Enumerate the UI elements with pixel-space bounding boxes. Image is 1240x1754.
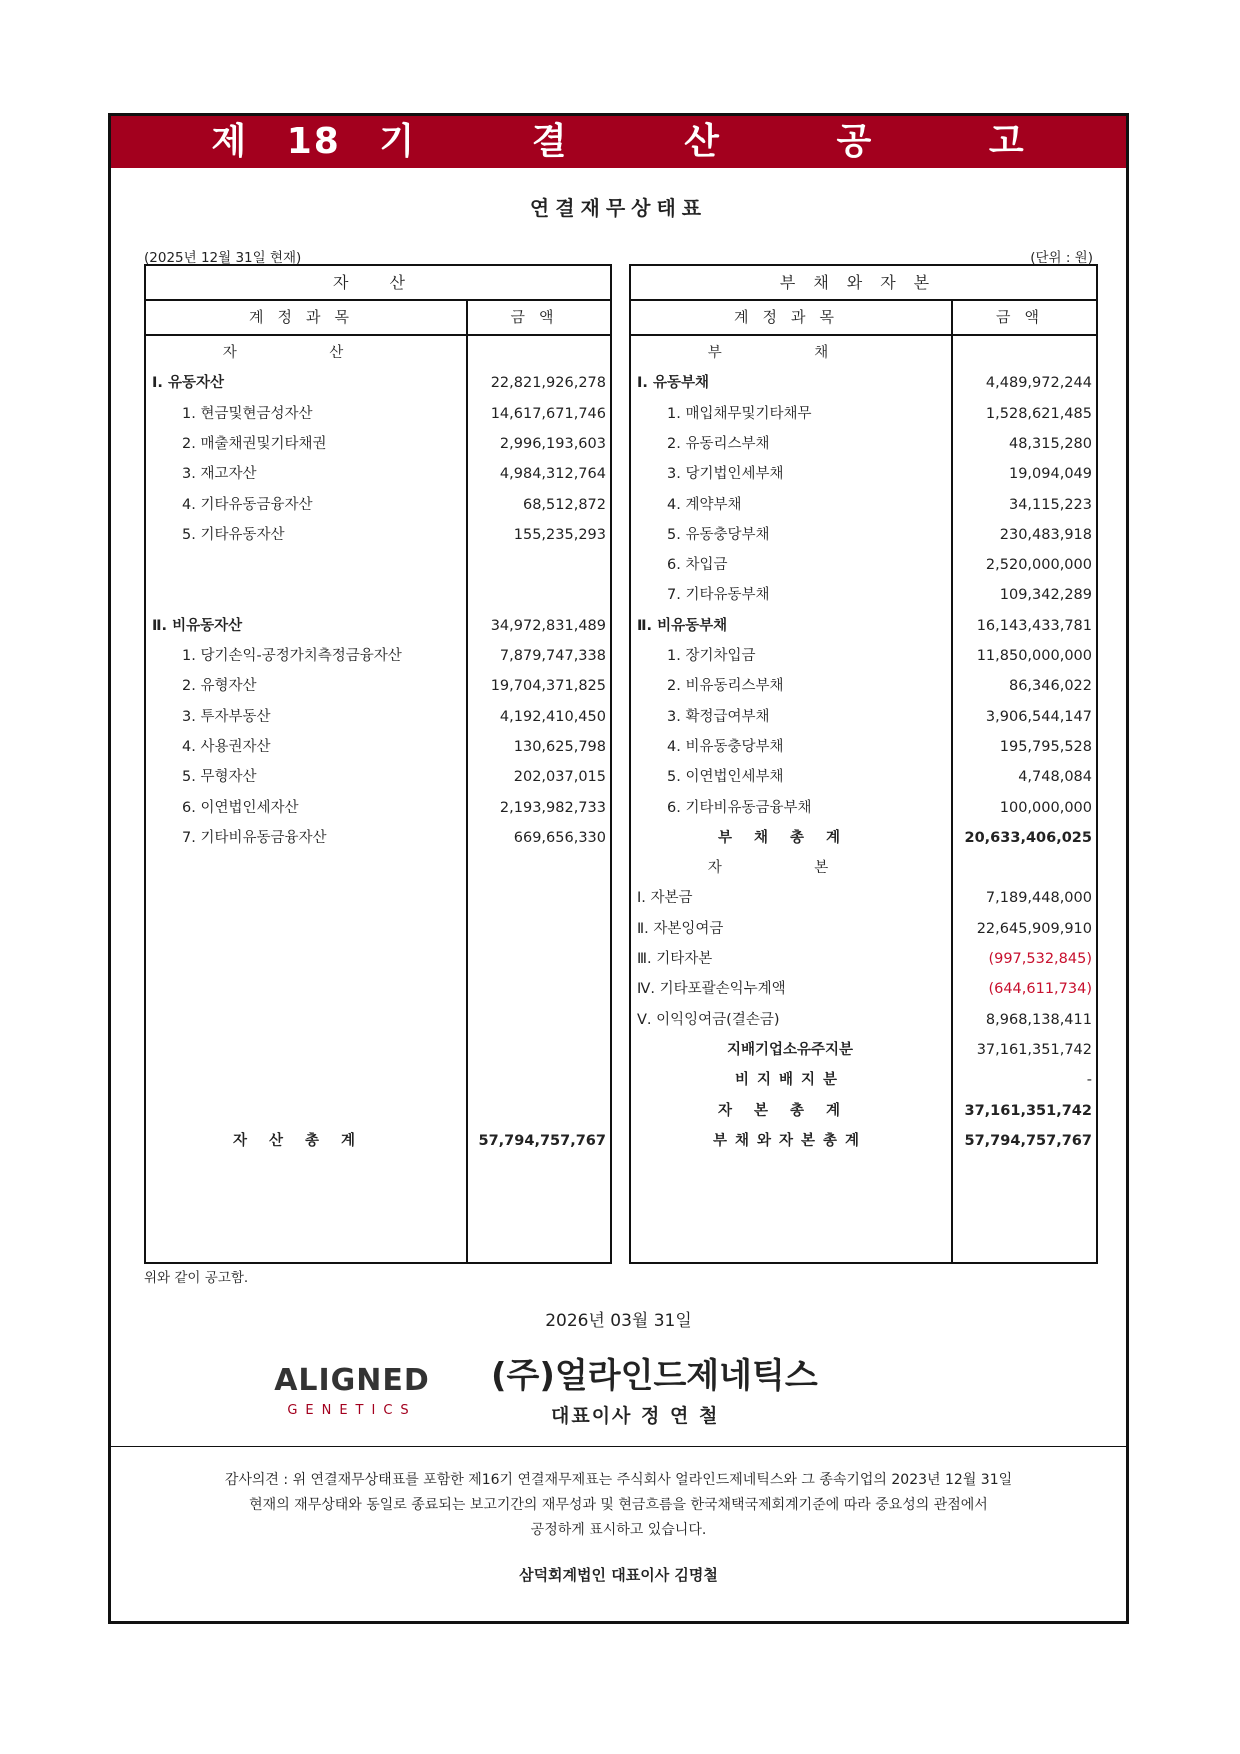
- account-label: Ⅱ. 비유동부채: [637, 617, 728, 634]
- svg-text:ALIGNED: ALIGNED: [274, 1363, 430, 1398]
- company-name: (주)얼라인드제네틱스: [491, 1356, 818, 1396]
- total-row: [146, 1124, 610, 1158]
- account-amount: 7,879,747,338: [499, 648, 606, 664]
- account-label: 3. 확정급여부채: [667, 708, 770, 725]
- assets-body: [146, 334, 610, 1262]
- table-row: [631, 457, 1096, 491]
- table-row: [631, 366, 1096, 400]
- account-amount: 100,000,000: [999, 799, 1092, 816]
- unit-label: (단위 : 원): [1030, 250, 1093, 266]
- table-row: [631, 639, 1096, 673]
- table-row: [631, 336, 1096, 370]
- account-amount: 19,094,049: [1008, 466, 1092, 483]
- account-amount: 4,748,084: [1018, 769, 1092, 786]
- table-row: [631, 760, 1096, 794]
- account-label: 4. 기타유동금융자산: [182, 496, 313, 513]
- table-row: [146, 821, 610, 855]
- audit-line: 공정하게 표시하고 있습니다.: [530, 1522, 707, 1538]
- table-row: [146, 760, 610, 794]
- total-row: [631, 1124, 1096, 1158]
- account-amount: 11,850,000,000: [976, 648, 1092, 664]
- table-row: [631, 609, 1096, 643]
- account-label: 2. 유형자산: [182, 678, 257, 695]
- company-logo: [267, 1360, 437, 1420]
- account-label: 6. 이연법인세자산: [182, 799, 299, 816]
- account-label: Ⅲ. 기타자본: [637, 951, 713, 967]
- account-label: 부채총계: [717, 829, 863, 846]
- table-row: [146, 700, 610, 734]
- account-label: 7. 기타비유동금융자산: [182, 829, 327, 846]
- account-amount: 4,192,410,450: [499, 708, 606, 725]
- account-label: 3. 투자부동산: [182, 708, 271, 725]
- table-row: [631, 427, 1096, 461]
- account-label: 1. 장기차입금: [667, 648, 756, 664]
- statement-title: 연결재무상태표: [529, 196, 708, 220]
- assets-header: 자 산: [146, 266, 610, 301]
- announcement-date: 2026년 03월 31일: [545, 1311, 692, 1331]
- account-amount: (997,532,845): [988, 951, 1092, 967]
- liabilities-column-header: [631, 301, 1096, 336]
- announcement-frame: [108, 113, 1129, 1624]
- account-label: Ⅰ. 유동자산: [152, 375, 224, 392]
- account-amount: 2,193,982,733: [499, 799, 606, 816]
- account-label: 4. 사용권자산: [182, 738, 271, 755]
- table-row: [146, 548, 610, 582]
- account-amount: 20,633,406,025: [964, 829, 1092, 846]
- table-row: [631, 1003, 1096, 1037]
- account-amount: 1,528,621,485: [985, 405, 1092, 422]
- table-row: [631, 548, 1096, 582]
- account-amount: 34,115,223: [1008, 496, 1092, 513]
- table-row: [146, 578, 610, 612]
- announcement-title: 제 18 기 결 산 공 고: [111, 116, 1126, 168]
- audit-line: 감사의견 : 위 연결재무상태표를 포함한 제16기 연결재무제표는 주식회사 얼라인드제네틱스와 그 종속기업의 2023년 12월 31일: [224, 1472, 1013, 1488]
- account-label: 6. 기타비유동금융부채: [667, 799, 812, 816]
- table-row: [631, 1094, 1096, 1128]
- table-row: [631, 488, 1096, 522]
- account-label: 지배기업소유주지분: [726, 1041, 854, 1058]
- table-row: [631, 821, 1096, 855]
- account-label: 2. 비유동리스부채: [667, 678, 784, 695]
- account-amount: 19,704,371,825: [490, 678, 606, 695]
- table-row: [146, 609, 610, 643]
- account-label: 5. 기타유동자산: [182, 526, 285, 543]
- section-divider: [111, 1446, 1126, 1447]
- account-label: 4. 계약부채: [667, 496, 742, 513]
- account-amount: (644,611,734): [988, 981, 1092, 998]
- account-label: 1. 당기손익-공정가치측정금융자산: [182, 648, 402, 664]
- table-row: [146, 457, 610, 491]
- table-row: [631, 912, 1096, 946]
- liabilities-equity-header: 부채와자본: [631, 266, 1096, 301]
- table-row: [631, 972, 1096, 1006]
- account-label: Ⅰ. 자본금: [637, 890, 693, 907]
- account-label: 자 산: [222, 345, 388, 361]
- account-amount: 22,645,909,910: [976, 920, 1092, 937]
- account-label: 5. 유동충당부채: [667, 526, 770, 543]
- account-amount: 2,520,000,000: [985, 557, 1092, 574]
- table-row: [631, 700, 1096, 734]
- table-row: [146, 366, 610, 400]
- account-label: 부 채: [707, 345, 873, 361]
- account-label: 6. 차입금: [667, 557, 728, 574]
- table-row: [631, 881, 1096, 915]
- account-column-header: 계정과목: [146, 301, 468, 334]
- table-row: [146, 518, 610, 552]
- table-row: [146, 397, 610, 431]
- audit-opinion: [151, 1468, 1086, 1543]
- total-amount: 57,794,757,767: [478, 1132, 606, 1149]
- account-amount: 7,189,448,000: [985, 890, 1092, 907]
- assets-table: [144, 264, 612, 1264]
- account-amount: 3,906,544,147: [985, 708, 1092, 725]
- ceo-name: 대표이사 정 연 철: [551, 1405, 720, 1427]
- account-amount: 14,617,671,746: [490, 405, 606, 422]
- account-label: 자본총계: [717, 1102, 863, 1119]
- table-row: [631, 518, 1096, 552]
- account-label: 2. 매출채권및기타채권: [182, 435, 327, 452]
- table-row: [631, 578, 1096, 612]
- total-amount: 57,794,757,767: [964, 1132, 1092, 1149]
- account-label: 2. 유동리스부채: [667, 435, 770, 452]
- account-label: 5. 이연법인세부채: [667, 769, 784, 786]
- table-row: [146, 730, 610, 764]
- table-row: [146, 669, 610, 703]
- account-label: 3. 재고자산: [182, 466, 257, 483]
- account-label: 3. 당기법인세부채: [667, 466, 784, 483]
- table-row: [631, 1033, 1096, 1067]
- account-column-header: 계정과목: [631, 301, 953, 334]
- account-amount: 4,489,972,244: [985, 375, 1092, 392]
- liabilities-equity-body: [631, 334, 1096, 1262]
- account-amount: 68,512,872: [522, 496, 606, 513]
- account-amount: 37,161,351,742: [976, 1041, 1092, 1058]
- amount-column-header: 금액: [510, 308, 568, 326]
- account-label: Ⅱ. 비유동자산: [152, 617, 243, 634]
- account-label: Ⅱ. 자본잉여금: [637, 920, 724, 937]
- account-amount: 16,143,433,781: [976, 617, 1092, 634]
- account-amount: 48,315,280: [1008, 435, 1092, 452]
- account-amount: 130,625,798: [513, 738, 606, 755]
- table-row: [631, 669, 1096, 703]
- table-row: [146, 791, 610, 825]
- audit-line: 현재의 재무상태와 동일로 종료되는 보고기간의 재무성과 및 현금흐름을 한국채택국제회계기준에 따라 중요성의 관점에서: [249, 1497, 988, 1513]
- table-row: [631, 851, 1096, 885]
- account-label: 비지배지분: [734, 1072, 846, 1089]
- table-row: [146, 639, 610, 673]
- account-label: 4. 비유동충당부채: [667, 738, 784, 755]
- account-amount: 230,483,918: [999, 526, 1092, 543]
- total-label: 자산총계: [232, 1132, 378, 1149]
- table-row: [631, 791, 1096, 825]
- table-row: [631, 1063, 1096, 1097]
- account-amount: 669,656,330: [513, 829, 606, 846]
- table-row: [146, 427, 610, 461]
- account-label: 1. 매입채무및기타채무: [667, 405, 812, 422]
- account-amount: 109,342,289: [999, 587, 1092, 604]
- account-label: Ⅰ. 유동부채: [637, 375, 709, 392]
- account-label: Ⅴ. 이익잉여금(결손금): [637, 1011, 780, 1028]
- total-label: 부채와자본총계: [712, 1132, 868, 1149]
- table-row: [146, 488, 610, 522]
- account-amount: 8,968,138,411: [985, 1011, 1092, 1028]
- account-amount: 37,161,351,742: [964, 1102, 1092, 1119]
- account-amount: -: [1086, 1072, 1092, 1089]
- as-of-date: (2025년 12월 31일 현재): [144, 250, 302, 266]
- table-row: [146, 336, 610, 370]
- account-amount: 34,972,831,489: [490, 617, 606, 634]
- liabilities-equity-table: [629, 264, 1098, 1264]
- account-amount: 155,235,293: [513, 526, 606, 543]
- account-amount: 4,984,312,764: [499, 466, 606, 483]
- account-label: 자 본: [707, 860, 873, 877]
- assets-column-header: [146, 301, 610, 336]
- svg-text:GENETICS: GENETICS: [287, 1403, 417, 1418]
- account-label: Ⅳ. 기타포괄손익누계액: [637, 981, 786, 998]
- announcement-note: 위와 같이 공고함.: [144, 1270, 249, 1286]
- table-row: [631, 397, 1096, 431]
- account-amount: 2,996,193,603: [499, 435, 606, 452]
- table-row: [631, 730, 1096, 764]
- account-amount: 202,037,015: [513, 769, 606, 786]
- account-label: 7. 기타유동부채: [667, 587, 770, 604]
- account-amount: 86,346,022: [1008, 678, 1092, 695]
- account-label: 1. 현금및현금성자산: [182, 405, 313, 422]
- amount-column-header: 금액: [996, 308, 1053, 326]
- account-label: 5. 무형자산: [182, 769, 257, 786]
- table-row: [631, 942, 1096, 976]
- account-amount: 195,795,528: [999, 738, 1092, 755]
- account-amount: 22,821,926,278: [490, 375, 606, 392]
- auditor-signature: 삼덕회계법인 대표이사 김명철: [519, 1566, 718, 1584]
